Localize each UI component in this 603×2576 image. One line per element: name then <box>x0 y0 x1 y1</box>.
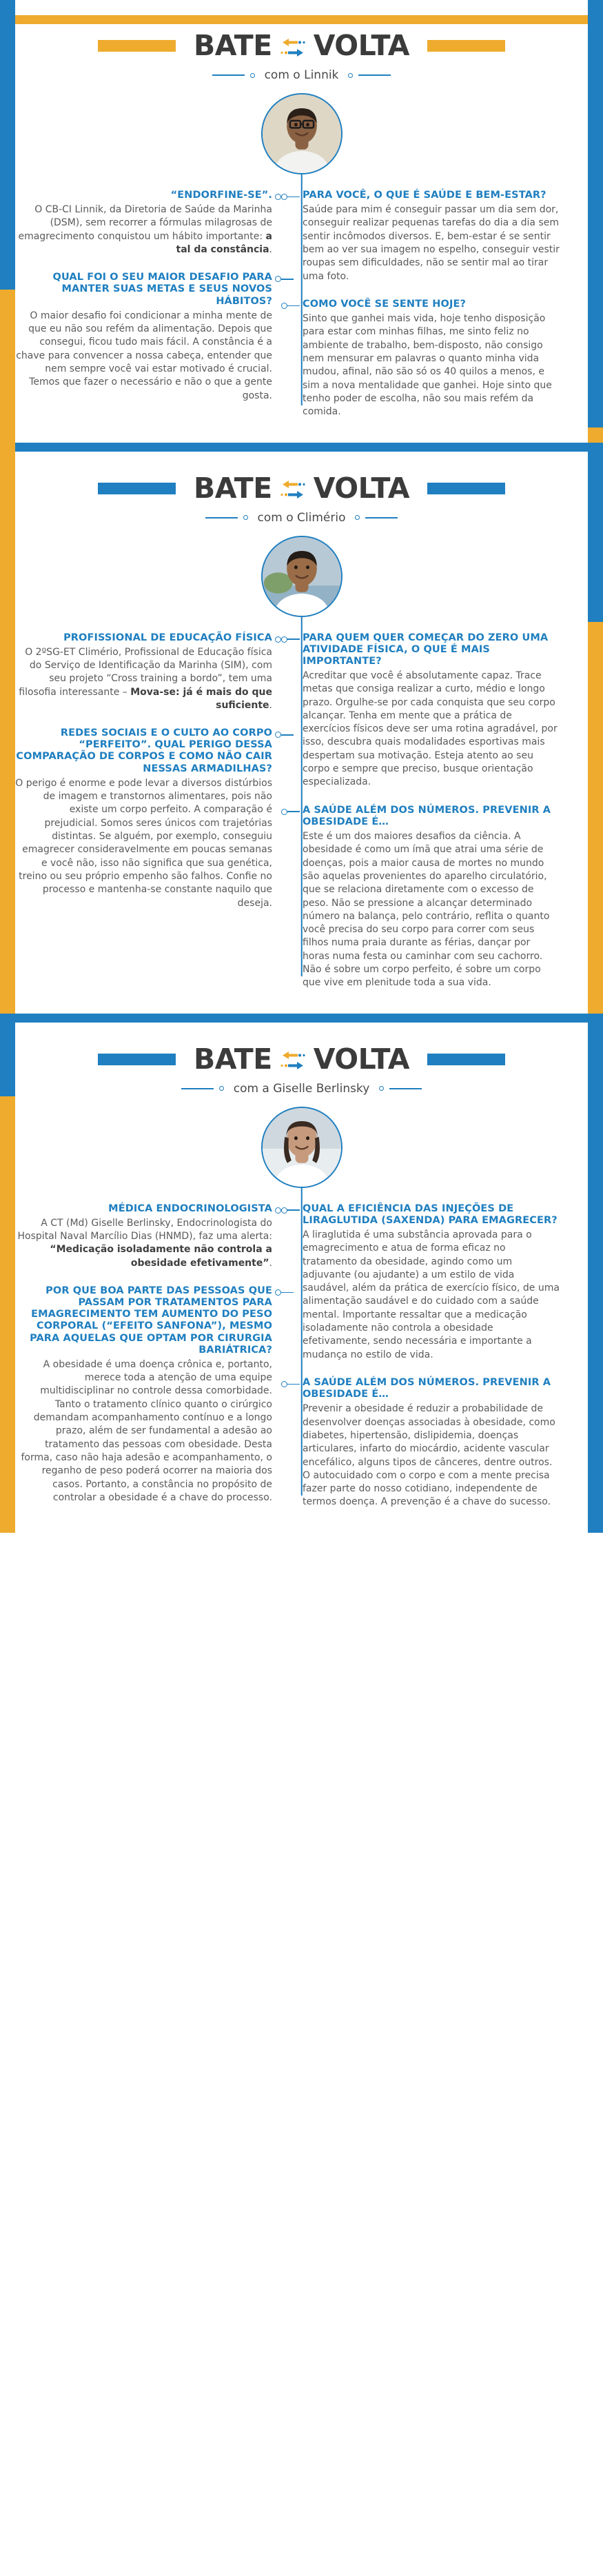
connector-dot-icon <box>281 1381 287 1387</box>
interview-subtitle: com o Climério <box>257 510 346 525</box>
subtitle-rule-right <box>389 1088 422 1089</box>
connector-dot-icon <box>281 809 287 815</box>
qa-connector-right <box>281 302 300 310</box>
avatar <box>261 536 343 617</box>
question-heading: QUAL A EFICIÊNCIA DAS INJEÇÕES DE LIRAGLUTIDA (SAXENDA) PARA EMAGRECER? <box>303 1203 558 1226</box>
qa-block <box>15 190 272 256</box>
interview-subtitle: com a Giselle Berlinsky <box>233 1081 370 1096</box>
answer-text: Prevenir a obesidade é reduzir a probabilidade de desenvolver doenças associadas à obesidade, como diabetes, hipertensão, dislipidemia, doenças articulares, infarto do miocárdio, acidente vascular encefálico, alguns tipos de cânceres, dentre outros. O autocuidado com o corpo e com a mente precisa fazer parte do nosso cotidiano, independente de termos doença. A prevenção é a chave do sucesso. <box>303 1403 555 1508</box>
subtitle-rule-right <box>358 74 391 76</box>
answer-text: O perigo é enorme e pode levar a diversos distúrbios de imagem e transtornos alimentares, pois não existe um corpo perfeito. A comparação é prejudicial. Somos seres únicos com trajetórias distintas. Se alguém, por exemplo, conseguiu emagrecer consideravelmente em poucas semanas e você não, isso não significa que sua genética, treino ou seu próprio empenho são falhos. Confie no processo e mantenha-se constante naquilo que deseja. <box>15 777 272 909</box>
swap-arrows-icon <box>279 1047 307 1074</box>
title-word-volta: VOLTA <box>313 29 409 62</box>
answer-text: O maior desafio foi condicionar a minha mente de que eu não sou refém da alimentação. Depois que consegui, ficou tudo mais fácil. A constância é a chave para convencer a nossa cabeça, entender que nem sempre você vai estar motivado é crucial. Temos que fazer o necessário e não o que a gente gosta. <box>16 310 272 401</box>
portrait-wrap <box>0 536 603 617</box>
qa-column-left <box>15 169 287 419</box>
subtitle-row <box>0 511 603 525</box>
question-heading: A SAÚDE ALÉM DOS NÚMEROS. PREVENIR A OBESIDADE É… <box>303 804 551 827</box>
qa-block <box>303 805 560 990</box>
masthead-rule-right <box>427 1054 505 1065</box>
qa-column-right <box>287 169 560 419</box>
connector-stem <box>287 305 300 307</box>
connector-dot-icon <box>275 194 281 200</box>
qa-block <box>303 190 560 283</box>
title-word-bate: BATE <box>194 471 272 505</box>
connector-stem <box>287 1384 300 1385</box>
magazine-title <box>194 1042 409 1076</box>
qa-column-left <box>15 1183 287 1509</box>
question-heading: PROFISSIONAL DE EDUCAÇÃO FÍSICA <box>63 632 272 643</box>
magazine-title <box>194 471 409 505</box>
qa-column-right <box>287 612 560 990</box>
connector-dot-icon <box>275 1289 281 1296</box>
title-word-volta: VOLTA <box>313 471 409 505</box>
qa-connector-right <box>281 1380 300 1388</box>
qa-block <box>303 1203 560 1362</box>
section-bottom-spacer <box>0 1509 603 1533</box>
connector-dot-icon <box>281 1207 287 1214</box>
connector-stem <box>287 1209 300 1211</box>
subtitle-dot-left-icon <box>250 73 255 78</box>
connector-stem <box>281 279 294 280</box>
portrait-wrap <box>0 1107 603 1188</box>
answer-text: A CT (Md) Giselle Berlinsky, Endocrinologista do Hospital Naval Marcílio Dias (HNMD), faz uma alerta: “Medicação isoladamente não controla a obesidade efetivamente”. <box>17 1217 272 1269</box>
question-heading: POR QUE BOA PARTE DAS PESSOAS QUE PASSAM POR TRATAMENTOS PARA EMAGRECIMENTO TEM AUMENTO DO PESO CORPORAL (“EFEITO SANFONA”), MESMO PARA AQUELAS QUE OPTAM POR CIRURGIA BARIÁTRICA? <box>30 1285 272 1356</box>
qa-connector-right <box>281 808 300 816</box>
avatar <box>261 93 343 174</box>
subtitle-rule-right <box>365 517 398 519</box>
interview-section-giselle <box>0 1014 603 1533</box>
subtitle-rule-left <box>212 74 245 76</box>
qa-block <box>303 632 560 789</box>
answer-text: A obesidade é uma doença crônica e, portanto, merece toda a atenção de uma equipe multidisciplinar no controle dessa comorbidade. Tanto o tratamento clínico quanto o cirúrgico demandam acompanhamento contínuo e a longo prazo, além de ser fundamental a adesão ao tratamento das pessoas com obesidade. Desta forma, caso não haja adesão e acompanhamento, o reganho de peso poderá ocorrer na maioria dos casos. Portanto, a constância no propósito de controlar a obesidade é a chave do processo. <box>21 1358 272 1503</box>
connector-stem <box>287 811 300 812</box>
masthead-rule-left <box>98 483 176 494</box>
question-heading: REDES SOCIAIS E O CULTO AO CORPO “PERFEITO”. QUAL PERIGO DESSA COMPARAÇÃO DE CORPOS E COMO NÃO CAIR NESSAS ARMADILHAS? <box>16 727 272 774</box>
connector-dot-icon <box>275 732 281 738</box>
answer-text: Este é um dos maiores desafios da ciência. A obesidade é como um ímã que atrai uma série de doenças, pois a maior causa de mortes no mundo são aquelas provenientes do aparelho circulatório, que se relaciona diretamente com o excesso de peso. Não se pressione a alcançar determinado número na balança, pelo contrário, reflita o quanto você precisa do seu corpo para correr com seus filhos numa praia durante as férias, dançar por horas numa festa ou caminhar com seu cachorro. Não é sobre um corpo perfeito, é sobre um corpo que vive em plenitude toda a sua vida. <box>303 830 550 989</box>
connector-dot-icon <box>281 194 287 200</box>
subtitle-dot-right-icon <box>355 515 360 520</box>
answer-text: O CB-CI Linnik, da Diretoria de Saúde da Marinha (DSM), sem recorrer a fórmulas milagrosas de emagrecimento conquistou um hábito importante: a tal da constância. <box>18 204 272 256</box>
qa-connector-right <box>281 193 300 201</box>
center-spine <box>300 169 303 405</box>
qa-column-left <box>15 612 287 990</box>
section-bottom-spacer <box>0 419 603 443</box>
subtitle-row <box>0 68 603 82</box>
connector-stem <box>281 1292 294 1294</box>
connector-stem <box>287 197 300 198</box>
connector-stem <box>287 638 300 640</box>
qa-block <box>303 1377 560 1509</box>
qa-block <box>15 1285 272 1505</box>
qa-column-right <box>287 1183 560 1509</box>
answer-text: O 2ºSG-ET Climério, Profissional de Educação física do Serviço de Identificação da Marinha (SIM), com seu projeto “Cross training a bordo”, tem uma filosofia interessante – Mova-se: já é mais do que suficiente. <box>19 646 272 711</box>
masthead-rule-right <box>427 40 505 52</box>
title-word-bate: BATE <box>194 1042 272 1076</box>
qa-block <box>15 1203 272 1270</box>
qa-connector-left <box>275 1289 294 1296</box>
title-word-bate: BATE <box>194 29 272 62</box>
qa-block <box>15 727 272 910</box>
title-word-volta: VOLTA <box>313 1042 409 1076</box>
interview-section-linnik <box>0 0 603 443</box>
masthead-rule-right <box>427 483 505 494</box>
qa-columns <box>0 169 603 419</box>
center-spine <box>300 612 303 976</box>
question-heading: MÉDICA ENDOCRINOLOGISTA <box>108 1203 272 1214</box>
subtitle-dot-right-icon <box>379 1086 384 1091</box>
subtitle-dot-right-icon <box>348 73 353 78</box>
answer-text: A liraglutida é uma substância aprovada para o emagrecimento e atua de forma eficaz no tratamento da obesidade, agindo como um adjuvante (ou ajudante) a um estilo de vida saudável, além da prática de exercício físico, de uma alimentação saudável e do cuidado com a saúde mental. Importante ressaltar que a medicação isoladamente não controla a obesidade efetivamente, sendo necessária e importante a mudança no estilo de vida. <box>303 1229 560 1360</box>
subtitle-rule-left <box>181 1088 214 1089</box>
qa-block <box>303 299 560 419</box>
masthead <box>0 1014 603 1074</box>
masthead <box>0 0 603 60</box>
swap-arrows-icon <box>279 34 307 61</box>
connector-dot-icon <box>281 636 287 643</box>
connector-dot-icon <box>275 636 281 643</box>
subtitle-rule-left <box>205 517 238 519</box>
answer-text: Acreditar que você é absolutamente capaz. Trace metas que consiga realizar a curto, médio e longo prazo. Orgulhe-se por cada conquista que seu corpo alcançar. Tenha em mente que a prática de exercícios físicos deve ser uma rotina agradável, por isso, descubra quais modalidades esportivas mais despertam sua motivação. Esteja atento ao seu corpo e sempre que preciso, busque orientação especializada. <box>303 670 558 788</box>
qa-block <box>15 272 272 403</box>
question-heading: PARA VOCÊ, O QUE É SAÚDE E BEM-ESTAR? <box>303 190 546 201</box>
center-spine <box>300 1183 303 1496</box>
section-bottom-spacer <box>0 990 603 1014</box>
portrait-wrap <box>0 93 603 174</box>
masthead <box>0 443 603 503</box>
swap-arrows-icon <box>279 476 307 503</box>
subtitle-dot-left-icon <box>243 515 248 520</box>
interview-section-climerio <box>0 443 603 1014</box>
qa-connector-left <box>275 731 294 738</box>
question-heading: “ENDORFINE-SE”. <box>170 190 272 201</box>
connector-dot-icon <box>275 276 281 282</box>
answer-text: Sinto que ganhei mais vida, hoje tenho disposição para estar com minhas filhas, me sinto feliz no ambiente de trabalho, bem-disposto, não consigo nem mensurar em palavras o quanto minha vida mudou, afinal, não são só os 40 quilos a menos, e sim a nova mentalidade que ganhei. Hoje sinto que tenho poder de escolha, não sou mais refém da comida. <box>303 313 552 418</box>
qa-block <box>15 632 272 713</box>
avatar <box>261 1107 343 1188</box>
qa-columns <box>0 612 603 990</box>
qa-connector-right <box>281 636 300 643</box>
connector-dot-icon <box>281 303 287 309</box>
qa-connector-right <box>281 1207 300 1214</box>
masthead-rule-left <box>98 1054 176 1065</box>
question-heading: A SAÚDE ALÉM DOS NÚMEROS. PREVENIR A OBESIDADE É… <box>303 1377 551 1400</box>
qa-columns <box>0 1183 603 1509</box>
masthead-rule-left <box>98 40 176 52</box>
answer-text: Saúde para mim é conseguir passar um dia sem dor, conseguir realizar pequenas tarefas do dia a dia sem sentir incômodos diversos. E, bem-estar é se sentir bem ao ver sua imagem no espelho, conseguir vestir roupas sem dificuldades, não se sentir mal ao tirar uma foto. <box>303 204 560 282</box>
question-heading: QUAL FOI O SEU MAIOR DESAFIO PARA MANTER SUAS METAS E SEUS NOVOS HÁBITOS? <box>52 272 272 307</box>
magazine-title <box>194 29 409 62</box>
interview-subtitle: com o Linnik <box>264 68 339 82</box>
qa-connector-left <box>275 275 294 283</box>
subtitle-row <box>0 1082 603 1096</box>
question-heading: COMO VOCÊ SE SENTE HOJE? <box>303 298 466 310</box>
connector-dot-icon <box>275 1207 281 1214</box>
question-heading: PARA QUEM QUER COMEÇAR DO ZERO UMA ATIVIDADE FÍSICA, O QUE É MAIS IMPORTANTE? <box>303 632 549 667</box>
connector-stem <box>281 734 294 736</box>
subtitle-dot-left-icon <box>219 1086 224 1091</box>
